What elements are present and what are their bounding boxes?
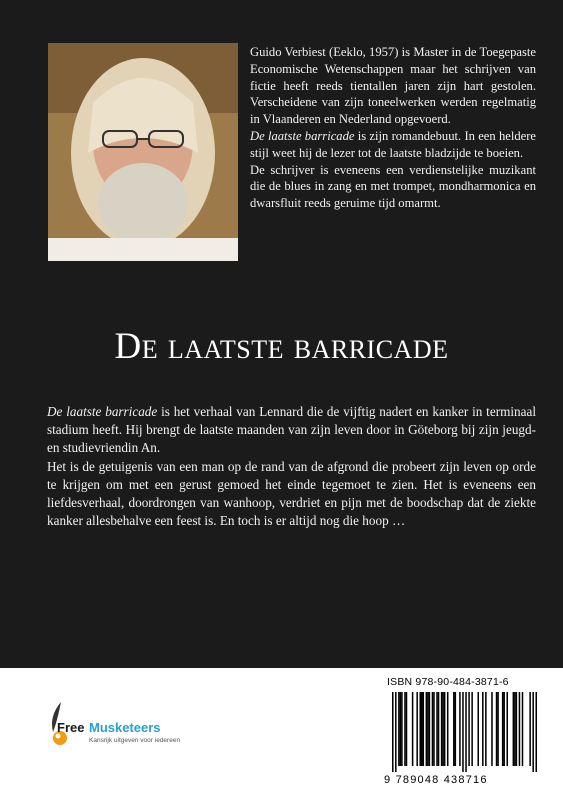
- barcode-bar: [532, 692, 534, 772]
- barcode-bar: [468, 692, 470, 766]
- barcode-bar: [406, 692, 408, 766]
- summary-paragraph-2: Het is de getuigenis van een man op de rand van de afgrond die probeert zijn leven op orde te krijgen om met een gerust gemoed het einde tegemoet te zien. Het is eveneens een liefdesverhaal, doordrongen van wanhoop, verdriet en pijn met de boodschap dat de ziekte kanker allesbehalve een feest is. En toch is er altijd nog die hoop …: [47, 458, 536, 529]
- barcode-bar: [455, 692, 457, 766]
- barcode-bar: [401, 692, 403, 766]
- book-summary: [47, 403, 536, 530]
- barcode-bar: [485, 692, 487, 766]
- publisher-tagline: Kansrijk uitgeven voor iedereen: [89, 737, 181, 744]
- bio-paragraph-1: Guido Verbiest (Eeklo, 1957) is Master in de Toegepaste Economische Wetenschappen maar het schrijven van fictie heeft reeds tientallen jaren zijn hart gestolen. Verscheidene van zijn toneelwerken werden regelmatig in Vlaanderen en Nederland opgevoerd.: [250, 45, 536, 127]
- barcode-digits: 9 789048 438716: [384, 774, 488, 786]
- barcode-bar: [516, 692, 518, 766]
- barcode-bar: [436, 692, 438, 766]
- barcode-bar: [514, 692, 516, 766]
- barcode-bar: [416, 692, 418, 766]
- publisher-name-musketeers: Musketeers: [89, 720, 161, 735]
- barcode-bar: [441, 692, 443, 766]
- summary-book-title: De laatste barricade: [47, 404, 158, 419]
- isbn-label: ISBN 978-90-484-3871-6: [387, 676, 509, 688]
- barcode-bar: [421, 692, 423, 766]
- barcode-bar: [404, 692, 406, 766]
- barcode-bar: [535, 692, 537, 772]
- barcode-bar: [395, 692, 397, 772]
- barcode-bar: [423, 692, 425, 766]
- barcode-bar: [496, 692, 498, 766]
- barcode-bar: [477, 692, 479, 766]
- barcode-bar: [462, 692, 464, 772]
- bio-book-title: De laatste barricade: [250, 128, 355, 143]
- summary-paragraph-1-text: is het verhaal van Lennard die de vijftig nadert en kanker in terminaal stadium heeft. Hij brengt de laatste maanden van zijn leven door in Göteborg bij zijn jeugd- en studievriendin An.: [47, 404, 536, 456]
- barcode-bar: [513, 692, 515, 766]
- barcode-bar: [442, 692, 444, 766]
- author-photo: [48, 43, 238, 261]
- author-portrait-image: [48, 43, 238, 261]
- barcode-bar: [429, 692, 431, 766]
- publisher-name-free: Free: [57, 720, 85, 735]
- barcode-bar: [412, 692, 414, 766]
- barcode-bar: [471, 692, 473, 766]
- bio-paragraph-2: [250, 128, 536, 162]
- publisher-logo: [47, 698, 207, 758]
- bio-paragraph-2-text: is zijn romandebuut. In een heldere stijl weet hij de lezer tot de laatste bladzijde te boeien.: [250, 128, 537, 160]
- barcode-bar: [497, 692, 499, 766]
- barcode: [392, 692, 537, 772]
- barcode-bar: [502, 692, 504, 766]
- barcode-bar: [459, 692, 461, 766]
- barcode-bar: [503, 692, 505, 766]
- book-title: De laatste barricade: [114, 326, 449, 367]
- barcode-bar: [453, 692, 455, 766]
- barcode-bar: [529, 692, 531, 766]
- barcode-bar: [482, 692, 484, 766]
- barcode-bar: [419, 692, 421, 766]
- barcode-bar: [506, 692, 508, 766]
- bio-paragraph-3: De schrijver is eveneens een verdienstelijke muzikant die de blues in zang en met trompet, mondharmonica en dwarsfluit reeds geruime tijd omarmt.: [250, 162, 536, 211]
- barcode-bar: [432, 692, 434, 766]
- barcode-bar: [398, 692, 400, 766]
- barcode-bar: [426, 692, 428, 766]
- barcode-bar: [465, 692, 467, 772]
- barcode-bar: [438, 692, 440, 766]
- barcode-bar: [433, 692, 435, 766]
- barcode-bar: [522, 692, 524, 766]
- barcode-bar: [444, 692, 446, 766]
- cover-footer: [0, 668, 563, 800]
- barcode-bar: [392, 692, 394, 772]
- barcode-bar: [519, 692, 521, 766]
- barcode-bar: [427, 692, 429, 766]
- barcode-bar: [447, 692, 449, 766]
- barcode-bar: [400, 692, 402, 766]
- summary-paragraph-1: [47, 403, 536, 458]
- barcode-bar: [491, 692, 493, 766]
- author-bio: [250, 44, 536, 212]
